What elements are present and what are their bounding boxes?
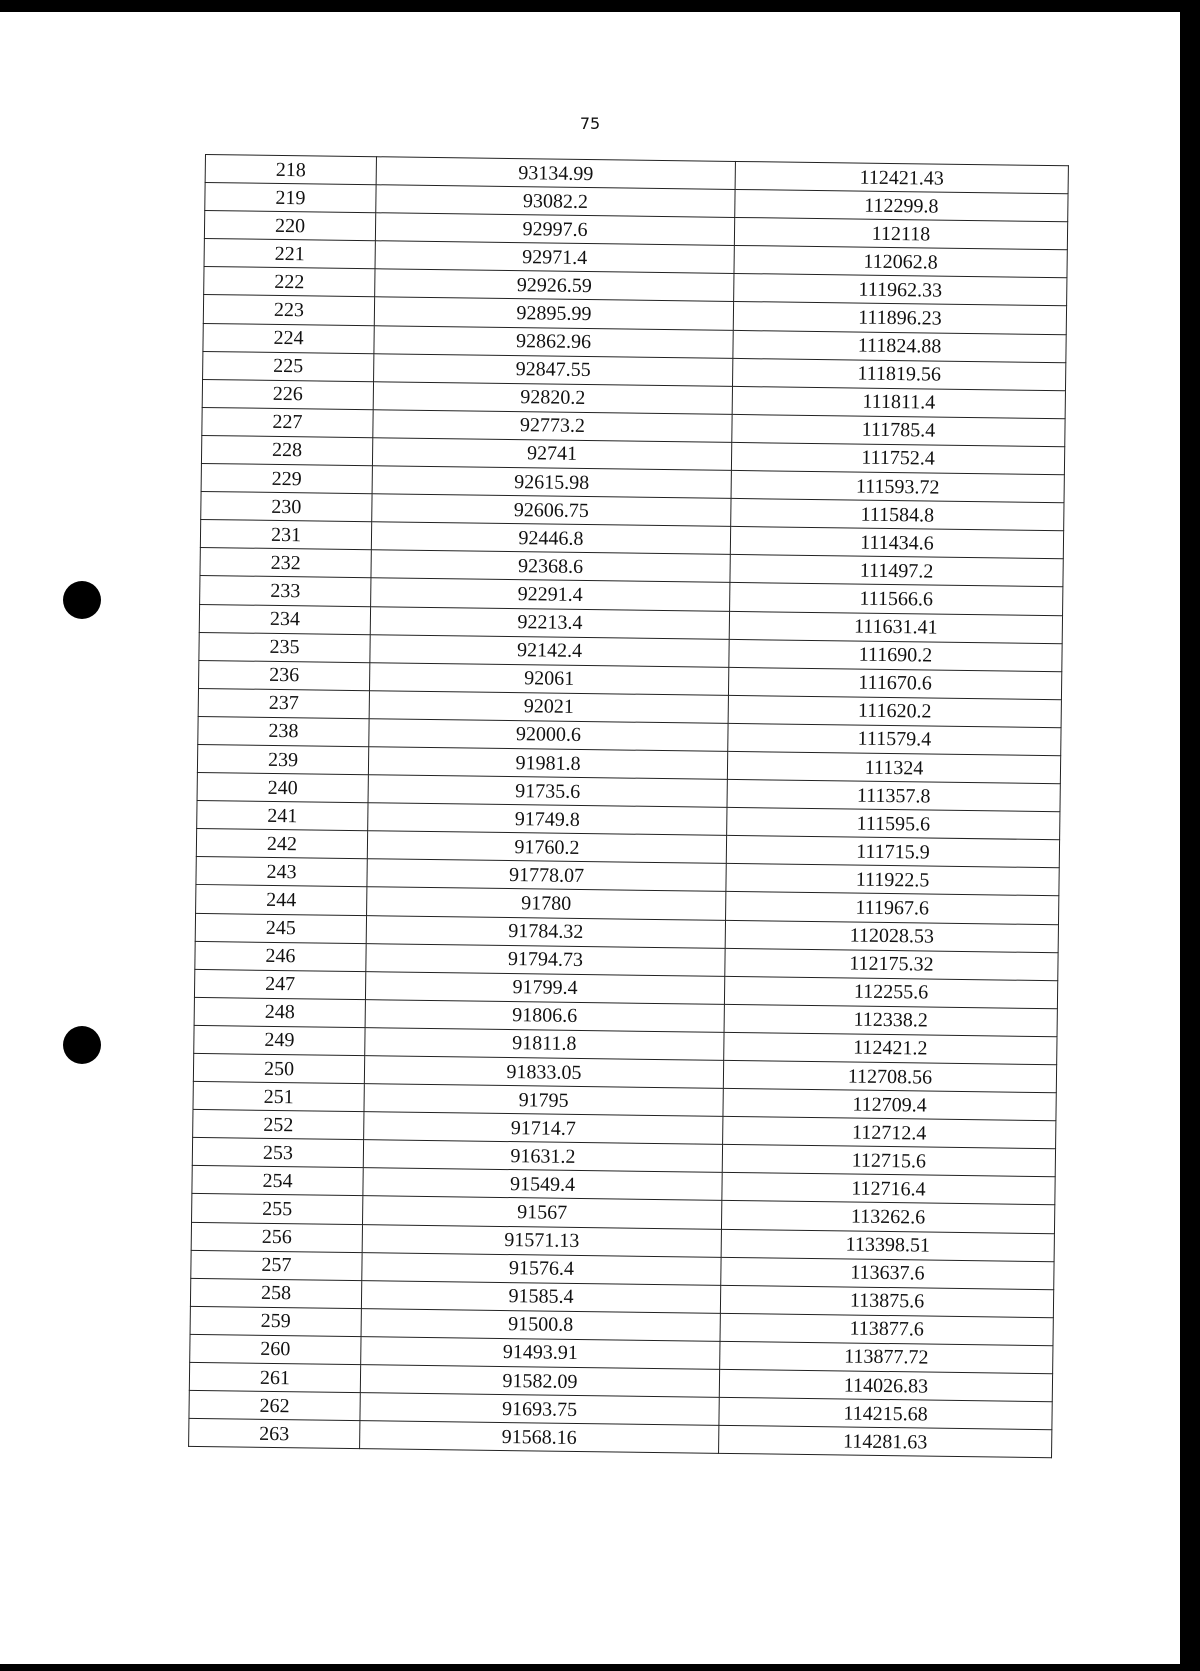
second-value-cell: 111752.4: [731, 442, 1064, 474]
second-value-cell: 112716.4: [722, 1173, 1055, 1205]
row-index-cell: 233: [200, 576, 371, 606]
second-value-cell: 113875.6: [720, 1285, 1053, 1317]
second-value-cell: 111593.72: [731, 470, 1064, 502]
first-value-cell: 92971.4: [375, 241, 734, 274]
first-value-cell: 91493.91: [361, 1337, 720, 1370]
second-value-cell: 113637.6: [721, 1257, 1054, 1289]
second-value-cell: 111497.2: [730, 555, 1063, 587]
second-value-cell: 112338.2: [724, 1004, 1057, 1036]
row-index-cell: 246: [195, 941, 366, 971]
row-index-cell: 230: [201, 492, 372, 522]
row-index-cell: 224: [203, 323, 374, 353]
row-index-cell: 258: [190, 1278, 361, 1308]
first-value-cell: 92446.8: [371, 522, 730, 555]
first-value-cell: 91811.8: [365, 1028, 724, 1061]
row-index-cell: 219: [205, 183, 376, 213]
first-value-cell: 92142.4: [370, 634, 729, 667]
second-value-cell: 111824.88: [733, 330, 1066, 362]
first-value-cell: 93082.2: [376, 185, 735, 218]
row-index-cell: 262: [189, 1391, 360, 1421]
first-value-cell: 92926.59: [375, 269, 734, 302]
second-value-cell: 111967.6: [726, 892, 1059, 924]
second-value-cell: 112708.56: [723, 1060, 1056, 1092]
first-value-cell: 91806.6: [365, 999, 724, 1032]
row-index-cell: 240: [197, 773, 368, 803]
document-page: [0, 12, 1180, 1664]
second-value-cell: 112712.4: [723, 1117, 1056, 1149]
row-index-cell: 252: [193, 1110, 364, 1140]
first-value-cell: 91778.07: [367, 859, 726, 892]
row-index-cell: 259: [190, 1306, 361, 1336]
first-value-cell: 92606.75: [372, 494, 731, 527]
second-value-cell: 114215.68: [719, 1397, 1052, 1429]
row-index-cell: 253: [192, 1138, 363, 1168]
row-index-cell: 249: [194, 1025, 365, 1055]
second-value-cell: 111811.4: [732, 386, 1065, 418]
first-value-cell: 91760.2: [367, 831, 726, 864]
row-index-cell: 254: [192, 1166, 363, 1196]
row-index-cell: 221: [204, 239, 375, 269]
row-index-cell: 235: [199, 632, 370, 662]
second-value-cell: 112421.43: [735, 161, 1068, 193]
row-index-cell: 232: [200, 548, 371, 578]
second-value-cell: 113398.51: [721, 1229, 1054, 1261]
second-value-cell: 113877.72: [720, 1341, 1053, 1373]
row-index-cell: 247: [194, 969, 365, 999]
first-value-cell: 91784.32: [366, 915, 725, 948]
second-value-cell: 112118: [734, 218, 1067, 250]
second-value-cell: 114281.63: [719, 1426, 1052, 1458]
second-value-cell: 111785.4: [732, 414, 1065, 446]
row-index-cell: 257: [191, 1250, 362, 1280]
first-value-cell: 92213.4: [370, 606, 729, 639]
first-value-cell: 92615.98: [372, 466, 731, 499]
row-index-cell: 237: [198, 688, 369, 718]
row-index-cell: 229: [201, 464, 372, 494]
first-value-cell: 91749.8: [368, 803, 727, 836]
second-value-cell: 113877.6: [720, 1313, 1053, 1345]
row-index-cell: 260: [190, 1334, 361, 1364]
first-value-cell: 91714.7: [364, 1112, 723, 1145]
first-value-cell: 92000.6: [369, 719, 728, 752]
second-value-cell: 111715.9: [726, 836, 1059, 868]
first-value-cell: 91500.8: [361, 1308, 720, 1341]
row-index-cell: 225: [203, 351, 374, 381]
row-index-cell: 244: [196, 885, 367, 915]
second-value-cell: 113262.6: [721, 1201, 1054, 1233]
second-value-cell: 112175.32: [725, 948, 1058, 980]
row-index-cell: 231: [200, 520, 371, 550]
table-container: [188, 154, 1068, 1458]
row-index-cell: 251: [193, 1082, 364, 1112]
row-index-cell: 236: [199, 660, 370, 690]
row-index-cell: 227: [202, 407, 373, 437]
second-value-cell: 111434.6: [730, 527, 1063, 559]
row-index-cell: 263: [189, 1419, 360, 1449]
second-value-cell: 111922.5: [726, 864, 1059, 896]
row-index-cell: 261: [189, 1362, 360, 1392]
first-value-cell: 91568.16: [360, 1421, 719, 1454]
row-index-cell: 255: [192, 1194, 363, 1224]
first-value-cell: 92895.99: [374, 297, 733, 330]
first-value-cell: 91795: [364, 1084, 723, 1117]
row-index-cell: 239: [197, 744, 368, 774]
first-value-cell: 92291.4: [371, 578, 730, 611]
first-value-cell: 92061: [369, 662, 728, 695]
first-value-cell: 92847.55: [374, 353, 733, 386]
first-value-cell: 92997.6: [375, 213, 734, 246]
first-value-cell: 91833.05: [364, 1056, 723, 1089]
first-value-cell: 91585.4: [361, 1280, 720, 1313]
first-value-cell: 91735.6: [368, 775, 727, 808]
row-index-cell: 245: [195, 913, 366, 943]
first-value-cell: 91794.73: [366, 943, 725, 976]
second-value-cell: 112715.6: [722, 1145, 1055, 1177]
punch-hole: [63, 581, 101, 619]
second-value-cell: 111962.33: [734, 274, 1067, 306]
page-number: 75: [579, 114, 601, 133]
second-value-cell: 111595.6: [727, 808, 1060, 840]
row-index-cell: 234: [199, 604, 370, 634]
first-value-cell: 92773.2: [373, 410, 732, 443]
second-value-cell: 112421.2: [724, 1032, 1057, 1064]
first-value-cell: 91567: [363, 1196, 722, 1229]
first-value-cell: 92862.96: [374, 325, 733, 358]
second-value-cell: 114026.83: [719, 1369, 1052, 1401]
first-value-cell: 92021: [369, 690, 728, 723]
row-index-cell: 248: [194, 997, 365, 1027]
second-value-cell: 111896.23: [733, 302, 1066, 334]
second-value-cell: 112299.8: [735, 190, 1068, 222]
first-value-cell: 91571.13: [362, 1224, 721, 1257]
second-value-cell: 111690.2: [729, 639, 1062, 671]
row-index-cell: 218: [205, 155, 376, 185]
second-value-cell: 112028.53: [725, 920, 1058, 952]
first-value-cell: 91582.09: [360, 1365, 719, 1398]
first-value-cell: 91549.4: [363, 1168, 722, 1201]
table-body: [189, 155, 1069, 1458]
second-value-cell: 111620.2: [728, 695, 1061, 727]
second-value-cell: 111357.8: [727, 779, 1060, 811]
second-value-cell: 111579.4: [728, 723, 1061, 755]
second-value-cell: 111584.8: [731, 499, 1064, 531]
row-index-cell: 228: [201, 435, 372, 465]
first-value-cell: 91981.8: [368, 747, 727, 780]
row-index-cell: 241: [197, 801, 368, 831]
second-value-cell: 112709.4: [723, 1088, 1056, 1120]
row-index-cell: 256: [191, 1222, 362, 1252]
second-value-cell: 112255.6: [724, 976, 1057, 1008]
row-index-cell: 220: [204, 211, 375, 241]
punch-hole: [63, 1026, 101, 1064]
first-value-cell: 91631.2: [363, 1140, 722, 1173]
data-table: [188, 154, 1069, 1459]
row-index-cell: 226: [202, 379, 373, 409]
second-value-cell: 111566.6: [730, 583, 1063, 615]
second-value-cell: 111819.56: [733, 358, 1066, 390]
second-value-cell: 111670.6: [728, 667, 1061, 699]
first-value-cell: 91576.4: [362, 1252, 721, 1285]
first-value-cell: 91799.4: [365, 971, 724, 1004]
first-value-cell: 92368.6: [371, 550, 730, 583]
row-index-cell: 238: [198, 716, 369, 746]
second-value-cell: 111324: [727, 751, 1060, 783]
row-index-cell: 243: [196, 857, 367, 887]
row-index-cell: 250: [193, 1053, 364, 1083]
first-value-cell: 91693.75: [360, 1393, 719, 1426]
second-value-cell: 112062.8: [734, 246, 1067, 278]
first-value-cell: 92741: [372, 438, 731, 471]
first-value-cell: 91780: [367, 887, 726, 920]
row-index-cell: 223: [203, 295, 374, 325]
first-value-cell: 92820.2: [373, 381, 732, 414]
second-value-cell: 111631.41: [729, 611, 1062, 643]
row-index-cell: 222: [204, 267, 375, 297]
first-value-cell: 93134.99: [376, 157, 735, 190]
row-index-cell: 242: [196, 829, 367, 859]
